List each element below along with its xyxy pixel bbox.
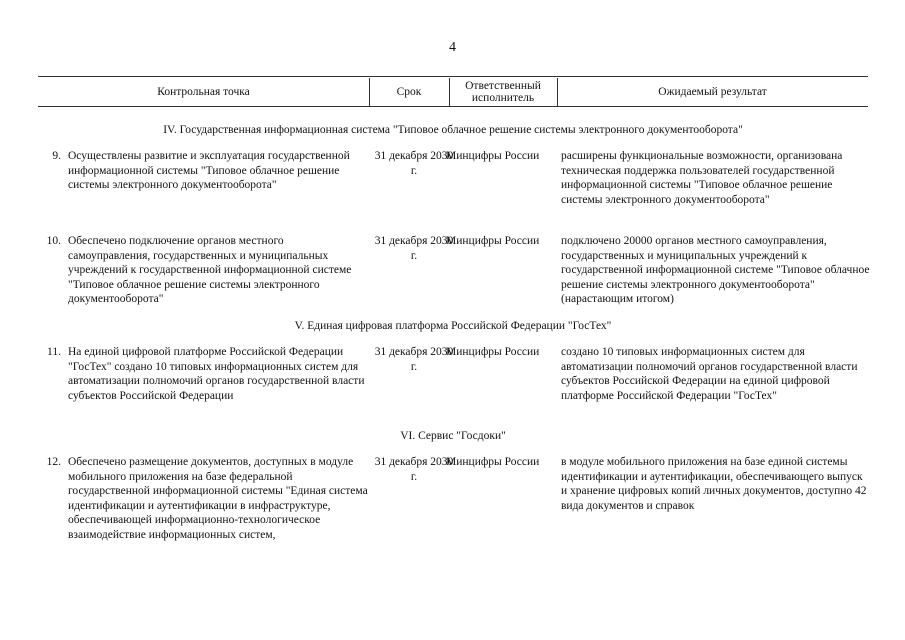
row-term: 31 декабря 2030 г. [374,150,454,177]
page-number: 4 [449,40,456,55]
header-result: Ожидаемый результат [658,85,767,98]
row-number: 9. [52,150,61,162]
row-responsible: Минцифры России [446,235,540,247]
section-title: VI. Сервис "Госдоки" [400,430,506,442]
row-responsible: Минцифры России [446,150,540,162]
header-checkpoint: Контрольная точка [157,85,250,98]
row-responsible: Минцифры России [446,346,540,358]
row-checkpoint: Осуществлены развитие и эксплуатация государственной информационной системы "Типовое облачное решение системы электронного документооборота" [68,150,350,192]
row-number: 12. [46,456,61,468]
section-title: IV. Государственная информационная система "Типовое облачное решение системы электронного документооборота" [163,124,743,136]
row-result: подключено 20000 органов местного самоуправления, государственных и муниципальных учреждений к государственной информационной системе "Типовое облачное решение системы электронного документооборота" (нарастающим итогом) [561,235,870,306]
row-number: 11. [47,346,61,358]
header-term: Срок [396,85,422,98]
table-header-top-rule [38,76,868,77]
row-checkpoint: На единой цифровой платформе Российской Федерации "ГосТех" создано 10 типовых информационных систем для автоматизации полномочий органов государственной власти субъектов Российской Федерации [68,346,365,402]
row-result: расширены функциональные возможности, организована техническая поддержка пользователей государственной информационной системы "Типовое облачное решение системы электронного документооборота" [561,150,843,206]
row-term: 31 декабря 2030 г. [374,235,454,262]
row-result: в модуле мобильного приложения на базе единой системы идентификации и аутентификации, обеспечивающего выпуск и хранение цифровых копий личных документов, доступно 42 вида документов и справок [561,456,867,512]
section-title: V. Единая цифровая платформа Российской Федерации "ГосТех" [294,320,612,332]
row-term: 31 декабря 2030 г. [374,346,454,373]
row-responsible: Минцифры России [446,456,540,468]
row-result: создано 10 типовых информационных систем для автоматизации полномочий органов государственной власти субъектов Российской Федерации на единой цифровой платформе Российской Федерации "ГосТех" [561,346,858,402]
row-checkpoint: Обеспечено подключение органов местного самоуправления, государственных и муниципальных учреждений к государственной информационной системе "Типовое облачное решение системы электронного документооборота" [68,235,352,306]
table-header-bottom-rule [38,106,868,107]
row-term: 31 декабря 2030 г. [374,456,454,483]
row-checkpoint: Обеспечено размещение документов, доступных в модуле мобильного приложения на базе федеральной государственной информационной системы "Единая система идентификации и аутентификации в инфраструктуре, обеспечивающей информационно-технологическое взаимодействие информационных систем, [68,456,368,541]
header-responsible: Ответственный исполнитель [465,79,541,104]
row-number: 10. [46,235,61,247]
